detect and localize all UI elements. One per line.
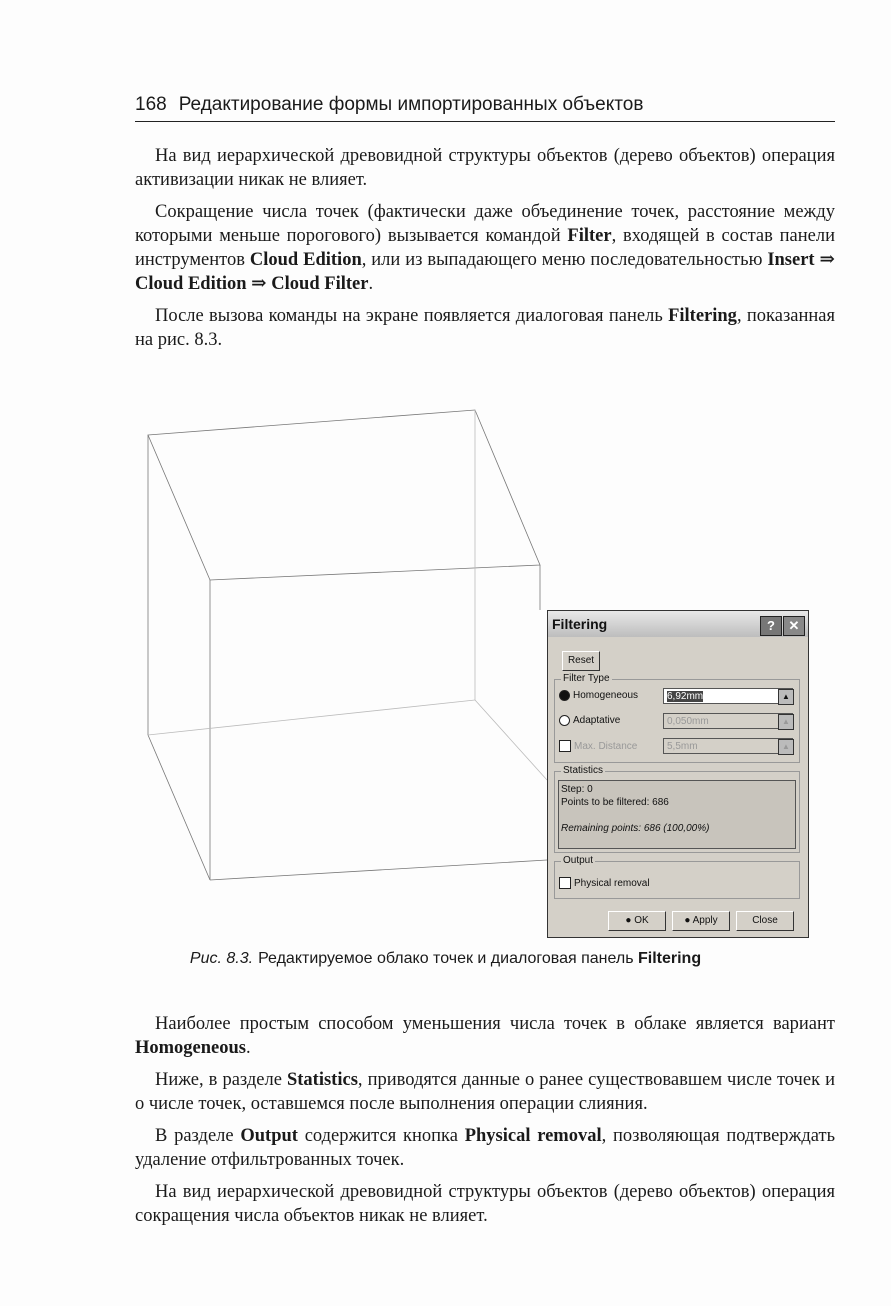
caption-text: Редактируемое облако точек и диалоговая панель bbox=[258, 950, 634, 967]
homogeneous-value-input[interactable]: 6,92mm ▲ bbox=[663, 688, 793, 704]
page-number: 168 bbox=[135, 94, 167, 115]
help-button[interactable]: ? bbox=[760, 616, 782, 636]
text-run: , приводятся данные о ранее существовавшем числе точек и о числе точек, оставшемся после выполнения операции слияния. bbox=[135, 1070, 835, 1114]
bottom-text bbox=[135, 1012, 835, 1236]
chapter-title: Редактирование формы импортированных объектов bbox=[178, 94, 644, 115]
max-distance-input: 5,5mm ▲ bbox=[663, 738, 793, 754]
bold-term: Statistics bbox=[286, 1070, 358, 1090]
caption-bold: Filtering bbox=[637, 950, 702, 967]
paragraph bbox=[135, 1012, 835, 1060]
radio-label: Adaptative bbox=[573, 715, 621, 726]
cube-edge bbox=[148, 735, 210, 880]
bold-term: Homogeneous bbox=[135, 1038, 246, 1058]
bold-term: Output bbox=[240, 1126, 298, 1146]
cube-top-face bbox=[148, 410, 540, 580]
stat-step: Step: 0 bbox=[561, 784, 593, 795]
text-run: содержится кнопка bbox=[297, 1126, 465, 1146]
paragraph bbox=[135, 1124, 835, 1172]
apply-button[interactable]: ● Apply bbox=[672, 911, 730, 931]
close-button[interactable]: Close bbox=[736, 911, 794, 931]
group-label: Statistics bbox=[563, 765, 604, 776]
bold-term: Physical removal bbox=[464, 1126, 602, 1146]
text-run: . bbox=[368, 274, 374, 294]
reset-button[interactable]: Reset bbox=[562, 651, 600, 671]
adaptative-radio[interactable] bbox=[559, 715, 620, 726]
checkbox-icon bbox=[559, 740, 571, 752]
group-label: Filter Type bbox=[563, 673, 610, 684]
paragraph bbox=[135, 1180, 835, 1228]
bold-term: Filter bbox=[567, 226, 612, 246]
text-run: Сокращение числа точек (фактически даже объединение точек, расстояние между которыми меньше порогового) вызывается командой bbox=[135, 202, 835, 246]
close-icon[interactable]: ✕ bbox=[783, 616, 805, 636]
text-run: , или из выпадающего меню последовательностью bbox=[361, 250, 768, 270]
adaptative-value-input: 0,050mm ▲ bbox=[663, 713, 793, 729]
cube-edge bbox=[210, 860, 547, 880]
filter-type-group bbox=[554, 673, 800, 763]
caption-number: Рис. 8.3. bbox=[189, 950, 254, 967]
figure-caption bbox=[0, 950, 891, 968]
text-run: , показанная на рис. 8.3. bbox=[135, 306, 835, 350]
dialog-title: Filtering bbox=[552, 616, 608, 632]
paragraph bbox=[135, 1068, 835, 1116]
radio-icon bbox=[559, 715, 570, 726]
checkbox-label: Physical removal bbox=[574, 877, 650, 889]
filtering-dialog bbox=[547, 610, 809, 938]
bold-term: Filtering bbox=[668, 306, 737, 326]
checkbox-label: Max. Distance bbox=[574, 740, 638, 752]
spinner-icon: ▲ bbox=[778, 739, 794, 755]
output-group bbox=[554, 855, 800, 899]
text-run: После вызова команды на экране появляется диалоговая панель bbox=[155, 306, 669, 326]
checkbox-icon bbox=[559, 877, 571, 889]
physical-removal-checkbox[interactable] bbox=[559, 877, 650, 889]
stat-remaining: Remaining points: 686 (100,00%) bbox=[561, 823, 710, 834]
group-label: Output bbox=[563, 855, 594, 866]
stat-points-to-filter: Points to be filtered: 686 bbox=[561, 797, 669, 808]
radio-label: Homogeneous bbox=[573, 690, 639, 701]
bold-term: Insert ⇒ Cloud Edition ⇒ Cloud Filter bbox=[135, 250, 835, 294]
text-run: На вид иерархической древовидной структуры объектов (дерево объектов) операция активизации никак не влияет. bbox=[135, 146, 835, 190]
bold-term: Cloud Edition bbox=[249, 250, 362, 270]
text-run: На вид иерархической древовидной структуры объектов (дерево объектов) операция сокращения числа объектов никак не влияет. bbox=[135, 1182, 835, 1226]
text-run: , входящей в состав панели инструментов bbox=[135, 226, 835, 270]
text-run: Ниже, в разделе bbox=[155, 1070, 287, 1090]
text-run: . bbox=[246, 1038, 251, 1058]
max-distance-checkbox bbox=[559, 740, 637, 752]
text-run: Наиболее простым способом уменьшения числа точек в облаке является вариант bbox=[155, 1014, 835, 1034]
cube-edge bbox=[148, 700, 475, 735]
ok-button[interactable]: ● OK bbox=[608, 911, 666, 931]
text-run: , позволяющая подтверждать удаление отфильтрованных точек. bbox=[135, 1126, 836, 1170]
spinner-icon[interactable]: ▲ bbox=[778, 689, 794, 705]
radio-selected-icon bbox=[559, 690, 570, 701]
spinner-icon: ▲ bbox=[778, 714, 794, 730]
statistics-group bbox=[554, 765, 800, 853]
homogeneous-radio[interactable] bbox=[559, 690, 638, 701]
text-run: В разделе bbox=[155, 1126, 241, 1146]
cube-edge bbox=[475, 700, 547, 780]
